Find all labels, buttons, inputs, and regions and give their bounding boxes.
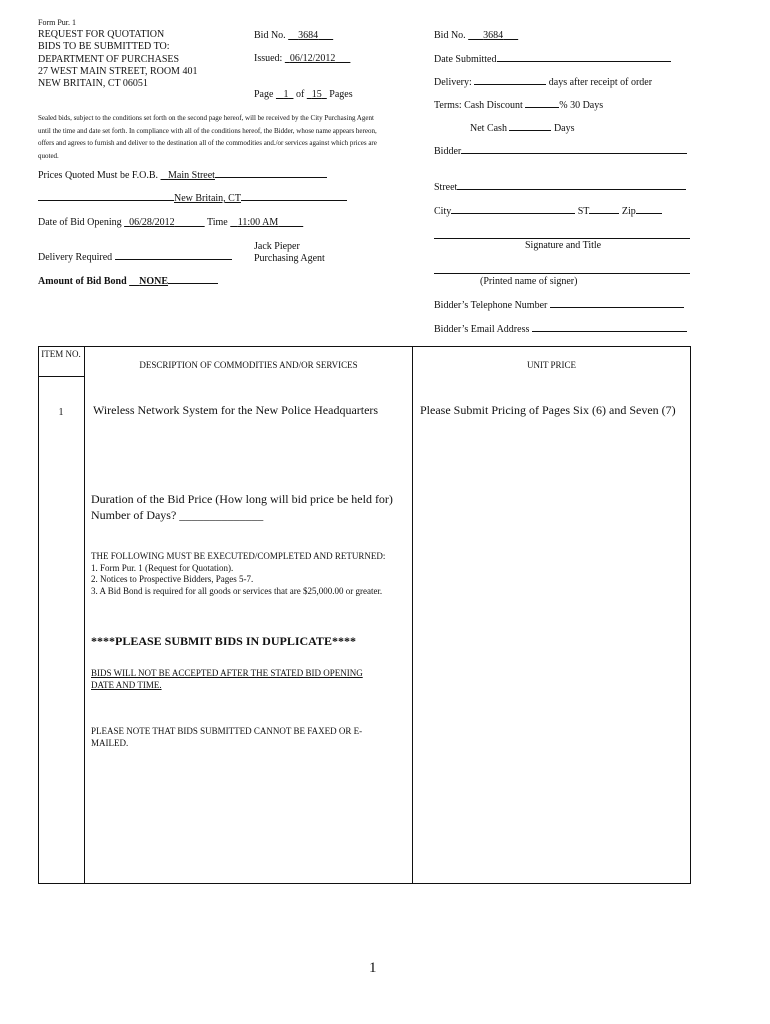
right-bid-number-value: 3684	[483, 30, 504, 41]
bidder-field[interactable]	[434, 146, 687, 157]
of-label: of	[295, 89, 305, 100]
bid-duration-question[interactable]: Duration of the Bid Price (How long will bid price be held for) Number of Days? ______________	[91, 492, 393, 522]
terms-suffix: % 30 Days	[559, 100, 604, 111]
fob-city-field	[38, 193, 347, 204]
execution-requirements	[91, 551, 396, 597]
issued-label: Issued:	[254, 53, 283, 64]
time-label: Time	[206, 217, 228, 228]
issued-value: 06/12/2012	[289, 53, 336, 64]
bond-value: NONE	[139, 276, 169, 287]
email-field[interactable]	[434, 324, 687, 335]
notice-paragraph: Sealed bids, subject to the conditions set forth on the second page hereof, will be received by the City Purchasing Agent until the time and date set forth. In compliance with all of the conditions hereof, the Bidder, whose name appears hereon, offers and agrees to furnish and deliver to the destination all of the commodities and./or services against which prices are quoted.	[38, 114, 377, 160]
pages-label: Pages	[329, 89, 353, 100]
column-header-unit-price: UNIT PRICE	[526, 360, 577, 370]
form-id: Form Pur. 1	[38, 18, 77, 27]
quotation-table	[38, 346, 691, 884]
table-divider	[84, 346, 85, 884]
page-number: 1	[369, 960, 377, 976]
delivery-required-field	[38, 252, 232, 263]
item-number: 1	[58, 407, 64, 418]
unit-price-note: Please Submit Pricing of Pages Six (6) and Seven (7)	[420, 403, 676, 417]
bid-bond-field	[38, 276, 218, 287]
execution-heading: THE FOLLOWING MUST BE EXECUTED/COMPLETED AND RETURNED:	[91, 551, 386, 561]
fob-field	[38, 170, 327, 181]
address-line: 27 WEST MAIN STREET, ROOM 401	[38, 65, 198, 77]
address-line: DEPARTMENT OF PURCHASES	[38, 53, 180, 65]
requirement-item: 3. A Bid Bond is required for all goods or services that are $25,000.00 or greater.	[91, 585, 383, 596]
time-value: 11:00 AM	[237, 217, 279, 228]
address-line: BIDS TO BE SUBMITTED TO:	[38, 41, 170, 53]
deadline-notice: BIDS WILL NOT BE ACCEPTED AFTER THE STATED BID OPENING DATE AND TIME.	[91, 668, 363, 690]
bidder-label: Bidder	[434, 146, 462, 157]
signature-line[interactable]	[434, 238, 690, 239]
item-description: Wireless Network System for the New Police Headquarters	[93, 403, 379, 417]
printed-name-line[interactable]	[434, 273, 690, 274]
opening-label: Date of Bid Opening	[38, 217, 122, 228]
table-divider	[412, 346, 413, 884]
telephone-label: Bidder’s Telephone Number	[434, 300, 548, 311]
bond-label: Amount of Bid Bond	[38, 276, 127, 287]
zip-label: Zip	[621, 206, 636, 217]
of-value: 15	[311, 89, 322, 100]
fob-value: Main Street	[168, 170, 215, 181]
agent-title: Purchasing Agent	[254, 253, 325, 264]
address-line: REQUEST FOR QUOTATION	[38, 29, 165, 40]
signature-label: Signature and Title	[525, 240, 602, 251]
purchasing-agent	[254, 241, 325, 265]
bid-number-field	[254, 30, 333, 41]
email-label: Bidder’s Email Address	[434, 324, 530, 335]
delivery-required-label: Delivery Required	[38, 252, 113, 263]
requirement-item: 1. Form Pur. 1 (Request for Quotation).	[91, 562, 234, 573]
delivery-label: Delivery:	[434, 77, 472, 88]
printed-name-label: (Printed name of signer)	[480, 276, 578, 287]
delivery-suffix: days after receipt of order	[548, 77, 653, 88]
table-divider	[38, 376, 85, 377]
terms-label: Terms: Cash Discount	[434, 100, 523, 111]
address-line: NEW BRITAIN, CT 06051	[38, 78, 148, 90]
fob-label: Prices Quoted Must be F.O.B.	[38, 170, 159, 181]
bid-number-label: Bid No.	[254, 30, 286, 41]
fob-city-value: New Britain, CT	[174, 193, 241, 204]
submission-address	[38, 29, 197, 90]
delivery-days-field[interactable]	[434, 77, 652, 88]
issued-field	[254, 53, 350, 64]
agent-name: Jack Pieper	[254, 241, 300, 252]
opening-value: 06/28/2012	[129, 217, 175, 228]
city-state-zip-field[interactable]	[434, 206, 662, 217]
city-label: City	[434, 206, 452, 217]
page-count-field	[254, 89, 353, 100]
page-label: Page	[254, 89, 274, 100]
column-header-item: ITEM NO.	[41, 349, 81, 359]
no-fax-notice: PLEASE NOTE THAT BIDS SUBMITTED CANNOT BE FAXED OR E-MAILED.	[91, 726, 363, 748]
net-cash-label: Net Cash	[470, 123, 507, 134]
bid-number-value: 3684	[298, 30, 319, 41]
duplicate-notice: ****PLEASE SUBMIT BIDS IN DUPLICATE****	[91, 634, 356, 648]
street-label: Street	[434, 182, 458, 193]
st-label: ST	[577, 206, 590, 217]
column-header-description: DESCRIPTION OF COMMODITIES AND/OR SERVICES	[139, 360, 358, 370]
right-bid-number-label: Bid No.	[434, 30, 466, 41]
net-cash-field[interactable]	[470, 123, 575, 134]
date-submitted-label: Date Submitted	[434, 54, 497, 65]
street-field[interactable]	[434, 182, 686, 193]
bid-opening-field	[38, 217, 303, 228]
cash-discount-field[interactable]	[434, 100, 603, 111]
net-cash-suffix: Days	[553, 123, 575, 134]
requirement-item: 2. Notices to Prospective Bidders, Pages 5-7.	[91, 574, 254, 584]
telephone-field[interactable]	[434, 300, 684, 311]
date-submitted-field[interactable]	[434, 54, 671, 65]
page-value: 1	[283, 89, 289, 100]
right-bid-number-field	[434, 30, 518, 41]
